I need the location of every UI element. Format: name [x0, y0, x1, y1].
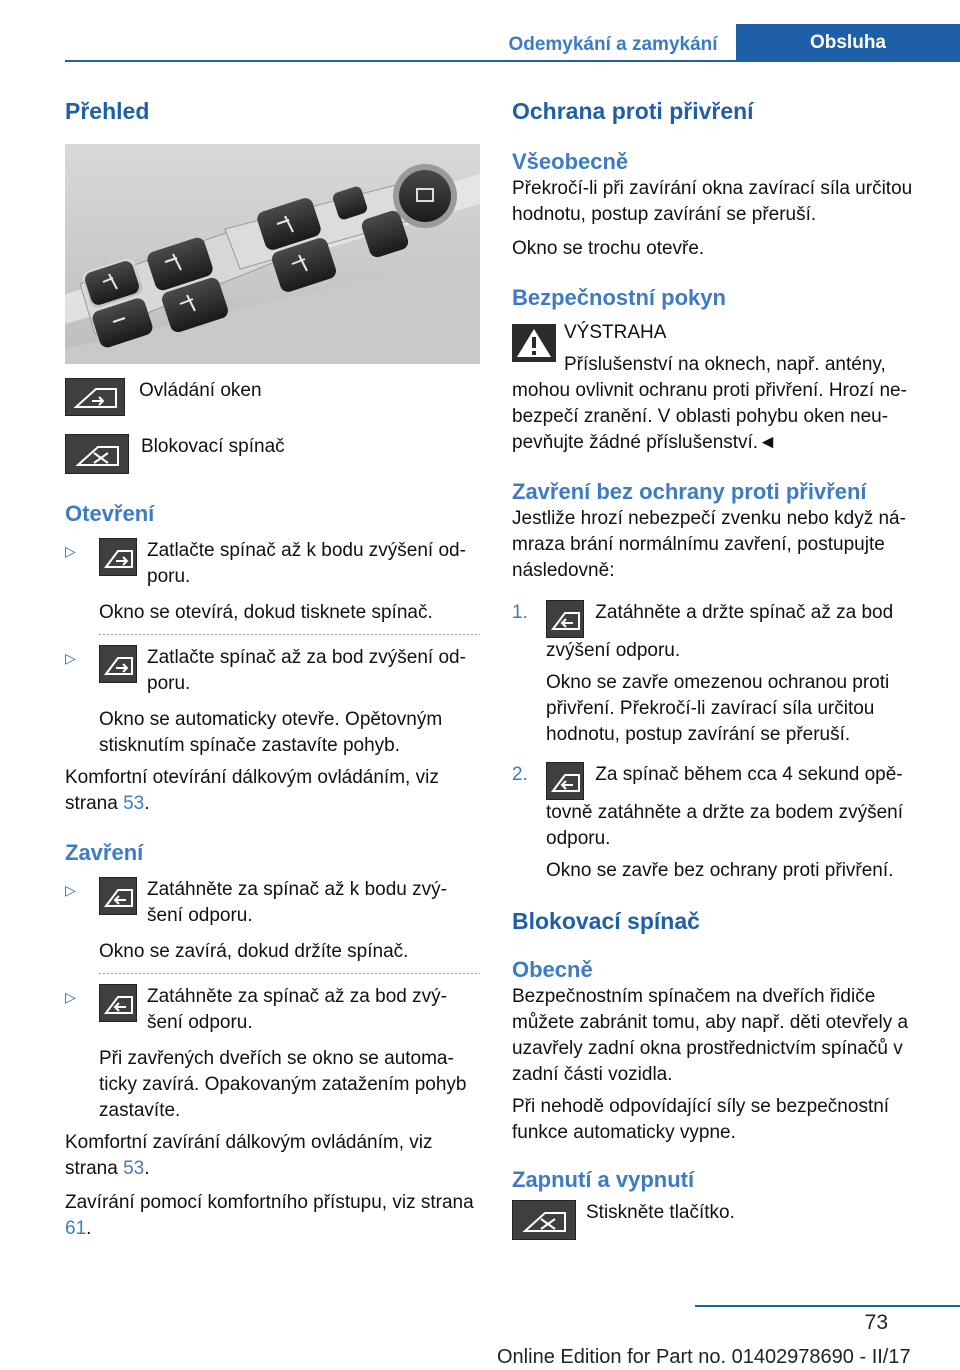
window-switch-icon: [99, 645, 137, 683]
list-item-text: Zatlačte spínač až za bod zvýšení od-poru.: [147, 647, 466, 694]
window-switch-icon: [65, 378, 125, 416]
window-lock-icon: [65, 434, 129, 474]
warning-text: mohou ovlivnit ochranu proti přivření. Hrozí ne-bezpečí zranění. V oblasti pohybu oken neu-pevňujte žádné příslušenství.◄: [512, 380, 907, 453]
overview-heading: Přehled: [65, 98, 150, 124]
window-lock-icon: [512, 1200, 576, 1240]
icon1-label: Ovládání oken: [139, 380, 262, 401]
onoff-heading: Zapnutí a vypnutí: [512, 1167, 695, 1192]
open-list: [65, 538, 480, 759]
step-number: 2.: [512, 764, 528, 785]
open-comfort-paragraph: Komfortní otevírání dálkovým ovládáním, viz strana 53.: [65, 767, 439, 814]
window-switch-icon: [99, 538, 137, 576]
lock-paragraph-2: Při nehodě odpovídající síly se bezpečnostní funkce automaticky vypne.: [512, 1096, 890, 1143]
icon-row-window-control: [65, 378, 480, 416]
open-item-2: [65, 645, 480, 759]
window-switch-icon: [99, 877, 137, 915]
open-item-1: [65, 538, 480, 635]
noprotect-paragraph: Jestliže hrozí nebezpečí zvenku nebo když ná-mraza brání normálnímu zavření, postupujte následovně:: [512, 508, 906, 581]
noprotect-heading: Zavření bez ochrany proti přivření: [512, 479, 867, 504]
step-text-cont: zvýšení odporu.: [546, 640, 681, 661]
header-rule: [65, 60, 960, 62]
step-sub: Okno se zavře omezenou ochranou proti přivření. Překročí-li zavírací síla určitou hodnotu, postup zavírání se přeruší.: [546, 672, 890, 745]
close-comfort-text: Komfortní zavírání dálkovým ovládáním, viz strana: [65, 1132, 433, 1179]
general-paragraph-1: Překročí-li při zavírání okna zavírací síla určitou hodnotu, postup zavírání se přeruší.: [512, 178, 913, 225]
list-item-text: Zatlačte spínač až k bodu zvýšení od-poru.: [147, 540, 466, 587]
general-paragraph-2: Okno se trochu otevře.: [512, 238, 705, 259]
step-text-cont: tovně zatáhněte a držte za bodem zvýšení odporu.: [546, 802, 903, 849]
dotted-divider: [99, 973, 480, 974]
page-link-53[interactable]: 53: [123, 1158, 145, 1179]
onoff-row: [512, 1200, 927, 1240]
window-switch-photo: [65, 144, 480, 364]
list-item-sub: Okno se otevírá, dokud tisknete spínač.: [99, 602, 433, 623]
steps-list: [512, 600, 927, 884]
protect-heading: Ochrana proti přivření: [512, 98, 754, 124]
window-switch-icon: [99, 984, 137, 1022]
window-switch-icon: [546, 600, 584, 638]
step-sub: Okno se zavře bez ochrany proti přivření.: [546, 860, 894, 881]
lock-general-heading: Obecně: [512, 957, 593, 982]
warning-triangle-icon: [512, 324, 556, 362]
warning-block: [512, 320, 927, 378]
footer-rule: [695, 1305, 960, 1307]
lock-heading: Blokovací spínač: [512, 908, 700, 934]
window-switch-icon: [546, 762, 584, 800]
list-item-sub: Při zavřených dveřích se okno se automa-ticky zavírá. Opakovaným zatažením pohyb zastavíte.: [99, 1048, 467, 1121]
left-column: [65, 96, 480, 1242]
warning-head: VÝSTRAHA: [564, 322, 667, 343]
general-heading: Všeobecně: [512, 149, 629, 174]
header-tab: Obsluha: [736, 24, 960, 62]
close-list: [65, 877, 480, 1124]
list-item-sub: Okno se automaticky otevře. Opětovným stisknutím spínače zastavíte pohyb.: [99, 709, 443, 756]
close-comfort-paragraph: Komfortní zavírání dálkovým ovládáním, viz strana 53.: [65, 1132, 433, 1179]
bullet-triangle-icon: ▷: [65, 543, 76, 559]
step-text: Za spínač během cca 4 sekund opě-: [595, 764, 903, 785]
page-link-53[interactable]: 53: [123, 793, 145, 814]
close-heading: Zavření: [65, 840, 144, 865]
step-number: 1.: [512, 602, 528, 623]
close-item-1: [65, 877, 480, 974]
edition-note: Online Edition for Part no. 01402978690 - II/17: [497, 1346, 911, 1368]
safety-heading: Bezpečnostní pokyn: [512, 285, 726, 310]
list-item-sub: Okno se zavírá, dokud držíte spínač.: [99, 941, 409, 962]
open-comfort-text: Komfortní otevírání dálkovým ovládáním, viz strana: [65, 767, 439, 814]
page-number: 73: [864, 1311, 888, 1334]
close-item-2: [65, 984, 480, 1124]
bullet-triangle-icon: ▷: [65, 650, 76, 666]
step-2: [512, 762, 927, 884]
step-text: Zatáhněte a držte spínač až za bod: [595, 602, 894, 623]
bullet-triangle-icon: ▷: [65, 989, 76, 1005]
icon2-label: Blokovací spínač: [141, 436, 285, 457]
icon-row-lock-switch: [65, 434, 480, 474]
warning-first-line: Příslušenství na oknech, např. antény,: [564, 354, 886, 375]
open-heading: Otevření: [65, 501, 155, 526]
close-access-text: Zavírání pomocí komfortního přístupu, viz strana: [65, 1192, 474, 1213]
step-1: [512, 600, 927, 748]
page-link-61[interactable]: 61: [65, 1218, 87, 1239]
right-column: [512, 96, 927, 1240]
list-item-text: Zatáhněte za spínač až k bodu zvý-šení odporu.: [147, 879, 447, 926]
onoff-text: Stiskněte tlačítko.: [586, 1202, 735, 1223]
header-section-title: Odemykání a zamykání: [508, 34, 718, 55]
list-item-text: Zatáhněte za spínač až za bod zvý-šení odporu.: [147, 986, 447, 1033]
close-access-paragraph: Zavírání pomocí komfortního přístupu, viz strana 61.: [65, 1192, 474, 1239]
lock-paragraph-1: Bezpečnostním spínačem na dveřích řidiče můžete zabránit tomu, aby např. děti otevřely a uzavřely zadní okna prostřednictvím spínačů v zadní části vozidla.: [512, 986, 909, 1085]
bullet-triangle-icon: ▷: [65, 882, 76, 898]
dotted-divider: [99, 634, 480, 635]
